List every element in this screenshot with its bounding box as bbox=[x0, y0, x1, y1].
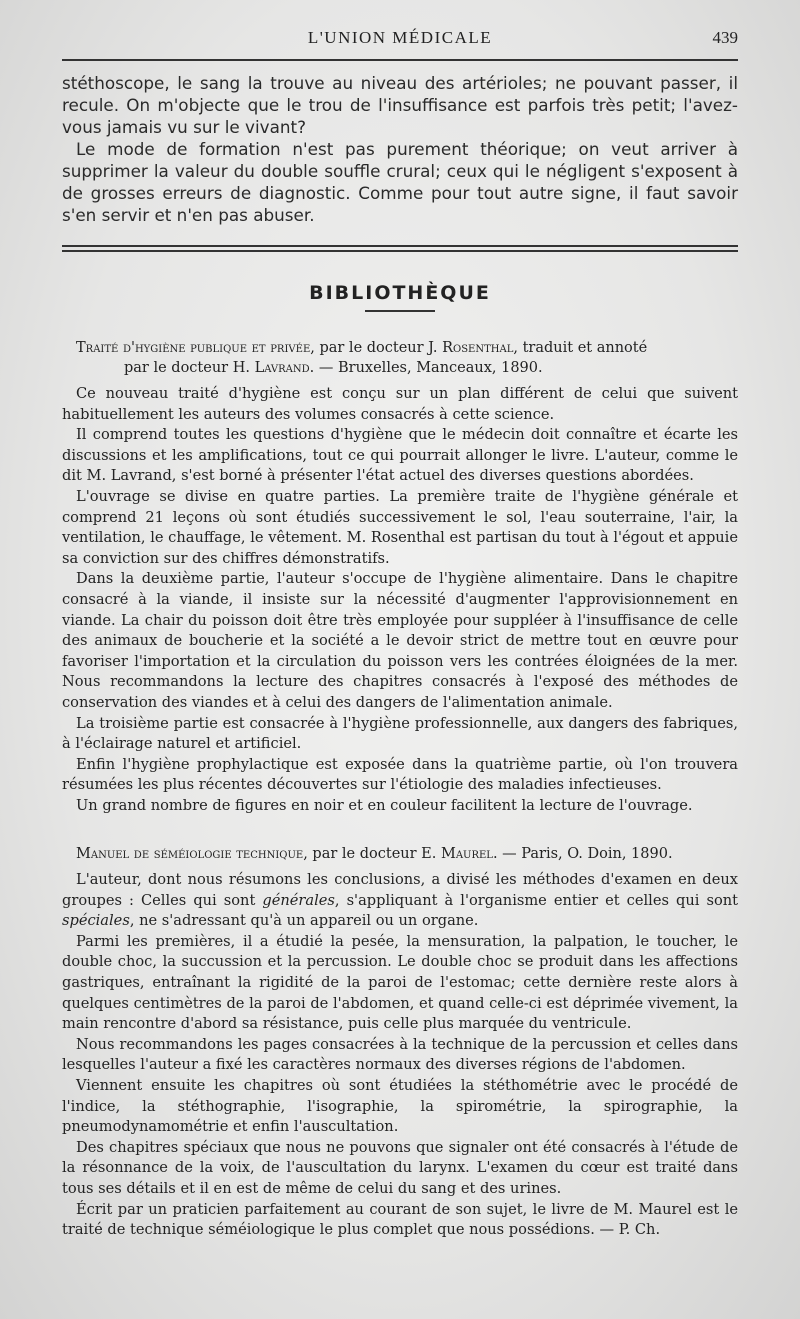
review-maurel bbox=[62, 870, 738, 1241]
section-title-underline bbox=[365, 310, 435, 312]
page-number: 439 bbox=[712, 28, 738, 47]
book-author: Rosenthal bbox=[442, 340, 514, 356]
paragraph: Dans la deuxième partie, l'auteur s'occupe de l'hygiène alimentaire. Dans le chapitre consacré à la viande, il insiste sur la nécessité d'augmenter l'approvisionnement en viande. La chair du poisson doit être très employée pour suppléer à l'insuffisance de celle des animaux de boucherie et la société a le devoir strict de mettre tout en œuvre pour favoriser l'importation et la circulation du poisson vers les contrées éloignées de la mer. Nous recommandons la lecture des chapitres consacrés à l'exposé des méthodes de conservation des viandes et à celui des dangers de l'alimentation animale. bbox=[62, 570, 738, 711]
paragraph: Écrit par un praticien parfaitement au courant de son sujet, le livre de M. Maurel est le traité de technique séméiologique le plus complet que nous possédions. — P. Ch. bbox=[62, 1200, 738, 1239]
book-author: Maurel bbox=[440, 846, 493, 862]
emphasis: spéciales bbox=[62, 912, 130, 930]
paragraph: Parmi les premières, il a étudié la pesée, la mensuration, la palpation, le toucher, le double choc, la succussion et la percussion. Le double choc se produit dans les affections gastriques, entraînant la rigidité de la paroi de l'estomac; cette dernière reste alors à quelques centimètres de la paroi de l'abdomen, et quand celle-ci est déprimée vivement, la main rencontre d'abord sa résistance, puis celle plus marquée du ventricule. bbox=[62, 932, 738, 1033]
book-publication: . — Bruxelles, Manceaux, 1890. bbox=[309, 360, 543, 376]
paragraph: Des chapitres spéciaux que nous ne pouvons que signaler ont été consacrés à l'étude de la résonnance de la voix, de l'auscultation du larynx. L'examen du cœur est traité dans tous ses détails et il en est de même de celui du sang et des urines. bbox=[62, 1138, 738, 1197]
section-divider-top bbox=[62, 245, 738, 247]
paragraph: Viennent ensuite les chapitres où sont étudiées la stéthométrie avec le procédé de l'indice, la stéthographie, l'isographie, la spirométrie, la spirographie, la pneumodynamométrie et enfin l'auscultation. bbox=[62, 1076, 738, 1136]
book-title: Manuel de séméiologie technique bbox=[76, 846, 304, 862]
header-rule bbox=[62, 59, 738, 61]
paragraph: Enfin l'hygiène prophylactique est exposée dans la quatrième partie, où l'on trouvera résumées les plus récentes découvertes sur l'étiologie des maladies infectieuses. bbox=[62, 755, 738, 794]
continued-article bbox=[62, 72, 738, 226]
paragraph: Le mode de formation n'est pas purement théorique; on veut arriver à supprimer la valeur du double souffle crural; ceux qui le négligent s'exposent à de grosses erreurs de diagnostic. Comme pour tout autre signe, il faut savoir s'en servir et n'en pas abuser. bbox=[62, 139, 738, 225]
section-title: BIBLIOTHÈQUE bbox=[309, 282, 491, 304]
section-divider-bottom bbox=[62, 250, 738, 252]
paragraph: Un grand nombre de figures en noir et en couleur facilitent la lecture de l'ouvrage. bbox=[76, 796, 693, 814]
emphasis: générales bbox=[262, 891, 335, 909]
paragraph: Il comprend toutes les questions d'hygiène que le médecin doit connaître et écarte les discussions et les amplifications, tout ce qui pourrait allonger le livre. L'auteur, comme le dit M. Lavrand, s'est borné à présenter l'état actuel des diverses questions abordées. bbox=[62, 426, 738, 485]
review-rosenthal bbox=[62, 384, 738, 816]
paragraph: L'ouvrage se divise en quatre parties. La première traite de l'hygiène générale et comprend 21 leçons où sont étudiés successivement le sol, l'eau souterraine, l'air, la ventilation, le chauffage, le vêtement. M. Rosenthal est partisan du tout à l'égout et appuie sa conviction sur des chiffres démonstratifs. bbox=[62, 487, 738, 567]
book-translator: Lavrand bbox=[254, 360, 310, 376]
book-reference-maurel: Manuel de séméiologie technique, par le docteur E. Maurel. — Paris, O. Doin, 1890. bbox=[76, 846, 673, 862]
book-publication: . — Paris, O. Doin, 1890. bbox=[492, 846, 673, 862]
running-header bbox=[62, 28, 738, 54]
paragraph: stéthoscope, le sang la trouve au niveau des artérioles; ne pouvant passer, il recule. On m'objecte que le trou de l'insuffisance est parfois très petit; l'avez-vous jamais vu sur le vivant? bbox=[62, 73, 738, 137]
paragraph: Nous recommandons les pages consacrées à la technique de la percussion et celles dans lesquelles l'auteur a fixé les caractères normaux des diverses régions de l'abdomen. bbox=[62, 1035, 738, 1074]
book-title: Traité d'hygiène publique et privée bbox=[76, 340, 311, 356]
paragraph: L'auteur, dont nous résumons les conclusions, a divisé les méthodes d'examen en deux groupes : Celles qui sont générales, s'appliquant à l'organisme entier et celles qui sont spéciales, ne s'adressant qu'à un appareil ou un organe. bbox=[62, 871, 739, 930]
paragraph: Ce nouveau traité d'hygiène est conçu sur un plan différent de celui que suivent habituellement les auteurs des volumes consacrés à cette science. bbox=[62, 385, 738, 423]
paragraph: La troisième partie est consacrée à l'hygiène professionnelle, aux dangers des fabriques, à l'éclairage naturel et artificiel. bbox=[62, 714, 738, 753]
book-reference-rosenthal: Traité d'hygiène publique et privée, par le docteur J. Rosenthal, traduit et annoté par le docteur H. Lavrand. — Bruxelles, Manceaux, 1890. bbox=[76, 340, 648, 376]
journal-title: L'UNION MÉDICALE bbox=[307, 28, 493, 47]
